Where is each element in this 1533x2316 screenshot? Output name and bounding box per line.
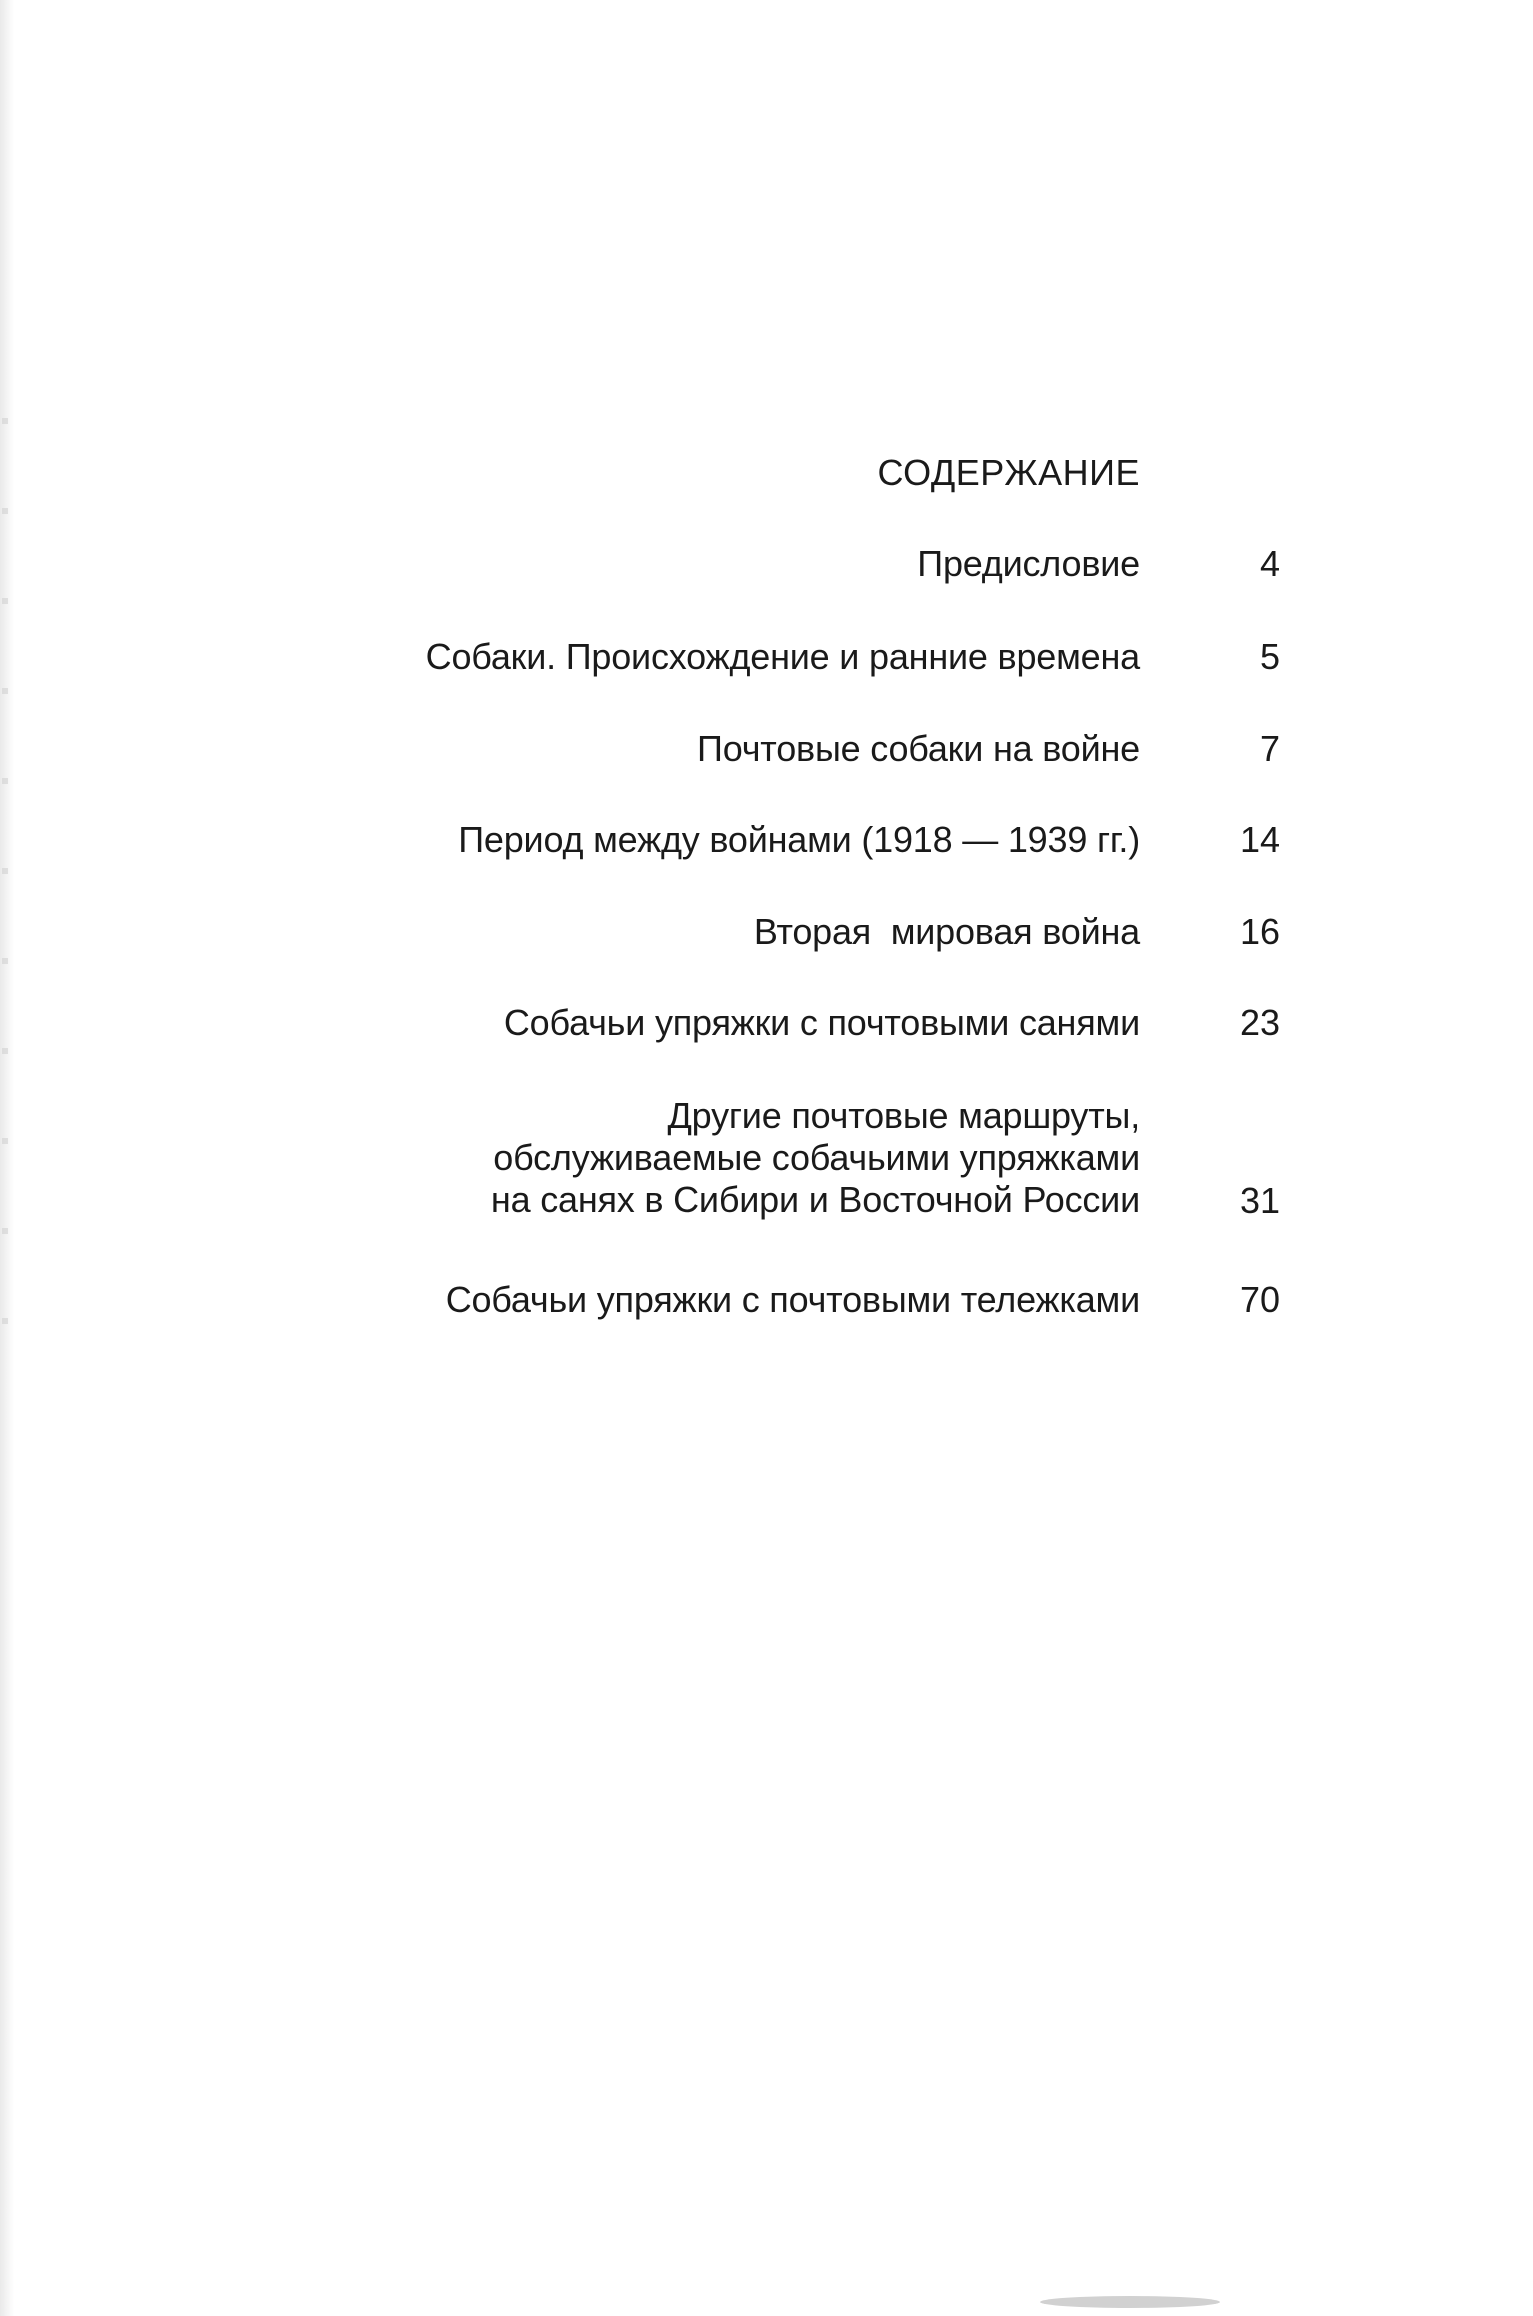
toc-entry-multiline — [0, 1095, 1533, 1235]
toc-title: СОДЕРЖАНИЕ — [877, 452, 1140, 493]
toc-entry-title: Предисловие — [917, 543, 1140, 584]
toc-entry-title: Период между войнами (1918 — 1939 гг.) — [458, 819, 1140, 860]
toc-entry-page: 7 — [1259, 728, 1280, 769]
toc-entry-title: Вторая мировая война — [753, 911, 1140, 952]
toc-entry — [0, 542, 1533, 602]
toc-entry — [0, 910, 1533, 970]
toc-entry-title-line: обслуживаемые собачьими упряжками — [493, 1137, 1140, 1178]
toc-entry-page: 4 — [1259, 543, 1280, 584]
toc-entry-title: Собачьи упряжки с почтовыми тележками — [445, 1279, 1140, 1320]
toc-entry — [0, 635, 1533, 695]
toc-entry-page: 16 — [1239, 911, 1280, 952]
toc-entry — [0, 818, 1533, 878]
toc-entry — [0, 1001, 1533, 1061]
toc-entry-title: Собачьи упряжки с почтовыми санями — [503, 1002, 1140, 1043]
toc-entry-title — [491, 1095, 1140, 1221]
toc-entry — [0, 1278, 1533, 1338]
toc-entry — [0, 727, 1533, 787]
toc-entry-page: 5 — [1259, 636, 1280, 677]
toc-entry-title-line: Другие почтовые маршруты, — [667, 1095, 1140, 1136]
toc-entry-page: 31 — [1239, 1180, 1280, 1221]
toc-entry-title-line: на санях в Сибири и Восточной России — [490, 1179, 1140, 1220]
toc-entry-title: Собаки. Происхождение и ранние времена — [425, 636, 1140, 677]
toc-entry-page: 14 — [1239, 819, 1280, 860]
scan-smudge — [1040, 2296, 1220, 2308]
toc-entry-page: 23 — [1239, 1002, 1280, 1043]
toc-entry-page: 70 — [1239, 1279, 1280, 1320]
toc-entry-title: Почтовые собаки на войне — [697, 728, 1140, 769]
